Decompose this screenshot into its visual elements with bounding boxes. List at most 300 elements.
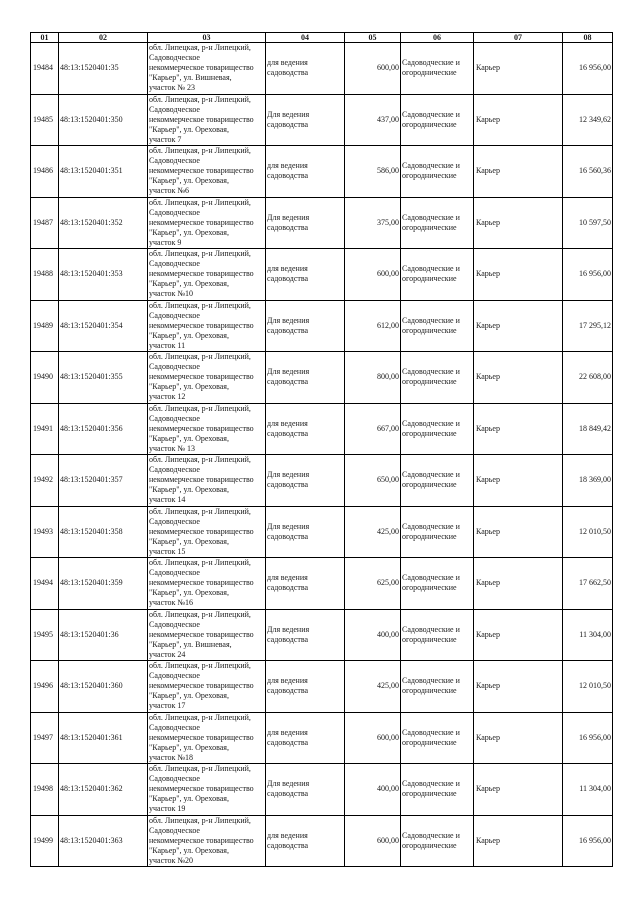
permitted-use-line: садоводства bbox=[267, 274, 309, 284]
area-cell: 600,00 bbox=[345, 249, 401, 301]
address-line: "Карьер", ул. Ореховая, bbox=[149, 845, 229, 855]
row-number-cell: 19496 bbox=[31, 661, 59, 713]
permitted-use-line: Для ведения bbox=[267, 367, 310, 377]
column-header-07: 07 bbox=[474, 33, 563, 43]
address-line: участок №10 bbox=[149, 289, 194, 299]
table-row bbox=[31, 506, 613, 558]
address-line: обл. Липецкая, р-н Липецкий, bbox=[149, 506, 251, 516]
partnership-name-cell: Карьер bbox=[474, 352, 563, 404]
cadastral-value-cell: 12 349,62 bbox=[563, 94, 613, 146]
permitted-use-cell bbox=[266, 712, 345, 764]
table-row bbox=[31, 352, 613, 404]
permitted-use-cell bbox=[266, 455, 345, 507]
address-line: участок № 13 bbox=[149, 443, 196, 453]
partnership-name-cell: Карьер bbox=[474, 300, 563, 352]
permitted-use-line: для ведения bbox=[267, 161, 308, 171]
address-line: участок 24 bbox=[149, 649, 186, 659]
address-line: "Карьер", ул. Ореховая, bbox=[149, 691, 229, 701]
permitted-use-line: садоводства bbox=[267, 68, 309, 78]
address-line: "Карьер", ул. Ореховая, bbox=[149, 794, 229, 804]
partnership-name-cell: Карьер bbox=[474, 249, 563, 301]
address-line: "Карьер", ул. Ореховая, bbox=[149, 176, 229, 186]
cadastral-number-cell: 48:13:1520401:360 bbox=[59, 661, 148, 713]
land-category-cell bbox=[401, 815, 474, 867]
table-row bbox=[31, 712, 613, 764]
address-line: обл. Липецкая, р-н Липецкий, bbox=[149, 94, 251, 104]
cadastral-number-cell: 48:13:1520401:355 bbox=[59, 352, 148, 404]
table-row bbox=[31, 197, 613, 249]
permitted-use-cell bbox=[266, 815, 345, 867]
cadastral-value-cell: 16 560,36 bbox=[563, 146, 613, 198]
permitted-use-cell bbox=[266, 146, 345, 198]
cadastral-value-cell: 16 956,00 bbox=[563, 815, 613, 867]
permitted-use-cell bbox=[266, 558, 345, 610]
address-line: Садоводческое bbox=[149, 259, 200, 269]
address-line: Садоводческое bbox=[149, 362, 200, 372]
address-line: участок 7 bbox=[149, 134, 182, 144]
table-row bbox=[31, 764, 613, 816]
cadastral-value-cell: 18 849,42 bbox=[563, 403, 613, 455]
address-line: обл. Липецкая, р-н Липецкий, bbox=[149, 352, 251, 362]
permitted-use-line: Для ведения bbox=[267, 315, 310, 325]
land-category-line: огороднические bbox=[402, 480, 457, 490]
partnership-name-cell: Карьер bbox=[474, 661, 563, 713]
address-line: участок №16 bbox=[149, 598, 194, 608]
address-line: обл. Липецкая, р-н Липецкий, bbox=[149, 455, 251, 465]
address-line: некоммерческое товарищество bbox=[149, 269, 254, 279]
area-cell: 800,00 bbox=[345, 352, 401, 404]
address-line: участок №18 bbox=[149, 752, 194, 762]
permitted-use-cell bbox=[266, 300, 345, 352]
cadastral-number-cell: 48:13:1520401:36 bbox=[59, 609, 148, 661]
address-line: Садоводческое bbox=[149, 825, 200, 835]
address-cell bbox=[148, 609, 266, 661]
permitted-use-line: садоводства bbox=[267, 840, 309, 850]
address-line: Садоводческое bbox=[149, 568, 200, 578]
permitted-use-line: садоводства bbox=[267, 737, 309, 747]
address-text bbox=[149, 301, 264, 351]
area-cell: 425,00 bbox=[345, 506, 401, 558]
area-cell: 425,00 bbox=[345, 661, 401, 713]
land-category-line: Садоводческие и bbox=[402, 830, 460, 840]
address-text bbox=[149, 95, 264, 145]
partnership-name-cell: Карьер bbox=[474, 197, 563, 249]
cadastral-value-cell: 12 010,50 bbox=[563, 661, 613, 713]
land-category-cell bbox=[401, 43, 474, 95]
address-line: участок 17 bbox=[149, 701, 186, 711]
row-number-cell: 19491 bbox=[31, 403, 59, 455]
table-row bbox=[31, 146, 613, 198]
land-category-line: Садоводческие и bbox=[402, 521, 460, 531]
area-cell: 586,00 bbox=[345, 146, 401, 198]
address-line: некоммерческое товарищество bbox=[149, 526, 254, 536]
address-line: участок 14 bbox=[149, 495, 186, 505]
row-number-cell: 19494 bbox=[31, 558, 59, 610]
address-line: некоммерческое товарищество bbox=[149, 784, 254, 794]
area-cell: 400,00 bbox=[345, 764, 401, 816]
permitted-use-line: Для ведения bbox=[267, 212, 310, 222]
permitted-use-cell bbox=[266, 403, 345, 455]
column-header-02: 02 bbox=[59, 33, 148, 43]
address-line: обл. Липецкая, р-н Липецкий, bbox=[149, 197, 251, 207]
land-category-cell bbox=[401, 506, 474, 558]
permitted-use-line: для ведения bbox=[267, 830, 308, 840]
address-text bbox=[149, 404, 264, 454]
address-text bbox=[149, 764, 264, 814]
permitted-use-line: садоводства bbox=[267, 531, 309, 541]
address-text bbox=[149, 558, 264, 608]
permitted-use-line: Для ведения bbox=[267, 624, 310, 634]
cadastral-number-cell: 48:13:1520401:352 bbox=[59, 197, 148, 249]
partnership-name-cell: Карьер bbox=[474, 558, 563, 610]
table-row bbox=[31, 300, 613, 352]
address-line: "Карьер", ул. Ореховая, bbox=[149, 279, 229, 289]
land-category-line: Садоводческие и bbox=[402, 470, 460, 480]
address-line: "Карьер", ул. Ореховая, bbox=[149, 485, 229, 495]
address-text bbox=[149, 661, 264, 711]
land-category-cell bbox=[401, 146, 474, 198]
area-cell: 600,00 bbox=[345, 712, 401, 764]
address-line: обл. Липецкая, р-н Липецкий, bbox=[149, 300, 251, 310]
table-row bbox=[31, 43, 613, 95]
address-line: обл. Липецкая, р-н Липецкий, bbox=[149, 146, 251, 156]
row-number-cell: 19486 bbox=[31, 146, 59, 198]
table-row bbox=[31, 558, 613, 610]
cadastral-number-cell: 48:13:1520401:358 bbox=[59, 506, 148, 558]
partnership-name-cell: Карьер bbox=[474, 764, 563, 816]
row-number-cell: 19490 bbox=[31, 352, 59, 404]
address-line: "Карьер", ул. Вишневая, bbox=[149, 639, 232, 649]
cadastral-number-cell: 48:13:1520401:363 bbox=[59, 815, 148, 867]
permitted-use-line: садоводства bbox=[267, 171, 309, 181]
header-row bbox=[31, 33, 613, 43]
address-cell bbox=[148, 506, 266, 558]
land-category-line: огороднические bbox=[402, 119, 457, 129]
address-cell bbox=[148, 43, 266, 95]
land-category-cell bbox=[401, 403, 474, 455]
partnership-name-cell: Карьер bbox=[474, 94, 563, 146]
cadastral-number-cell: 48:13:1520401:353 bbox=[59, 249, 148, 301]
row-number-cell: 19488 bbox=[31, 249, 59, 301]
table-row bbox=[31, 94, 613, 146]
address-line: "Карьер", ул. Ореховая, bbox=[149, 227, 229, 237]
land-category-line: Садоводческие и bbox=[402, 367, 460, 377]
land-category-line: Садоводческие и bbox=[402, 212, 460, 222]
address-line: обл. Липецкая, р-н Липецкий, bbox=[149, 661, 251, 671]
address-line: "Карьер", ул. Ореховая, bbox=[149, 588, 229, 598]
cadastral-value-cell: 11 304,00 bbox=[563, 764, 613, 816]
permitted-use-line: садоводства bbox=[267, 480, 309, 490]
land-category-cell bbox=[401, 249, 474, 301]
land-category-cell bbox=[401, 455, 474, 507]
permitted-use-cell bbox=[266, 352, 345, 404]
table-row bbox=[31, 455, 613, 507]
address-line: "Карьер", ул. Ореховая, bbox=[149, 742, 229, 752]
land-category-line: Садоводческие и bbox=[402, 315, 460, 325]
land-category-line: огороднические bbox=[402, 171, 457, 181]
address-line: обл. Липецкая, р-н Липецкий, bbox=[149, 43, 251, 53]
cadastral-value-cell: 12 010,50 bbox=[563, 506, 613, 558]
address-cell bbox=[148, 146, 266, 198]
address-text bbox=[149, 455, 264, 505]
row-number-cell: 19489 bbox=[31, 300, 59, 352]
address-line: участок №20 bbox=[149, 855, 194, 865]
address-line: Садоводческое bbox=[149, 516, 200, 526]
address-cell bbox=[148, 815, 266, 867]
area-cell: 650,00 bbox=[345, 455, 401, 507]
address-text bbox=[149, 198, 264, 248]
address-text bbox=[149, 507, 264, 557]
land-category-line: Садоводческие и bbox=[402, 727, 460, 737]
address-line: обл. Липецкая, р-н Липецкий, bbox=[149, 558, 251, 568]
permitted-use-line: Для ведения bbox=[267, 521, 310, 531]
permitted-use-line: садоводства bbox=[267, 583, 309, 593]
address-line: Садоводческое bbox=[149, 774, 200, 784]
partnership-name-cell: Карьер bbox=[474, 506, 563, 558]
address-line: Садоводческое bbox=[149, 53, 200, 63]
permitted-use-line: садоводства bbox=[267, 686, 309, 696]
area-cell: 612,00 bbox=[345, 300, 401, 352]
partnership-name-cell: Карьер bbox=[474, 609, 563, 661]
table-row bbox=[31, 249, 613, 301]
permitted-use-cell bbox=[266, 249, 345, 301]
partnership-name-cell: Карьер bbox=[474, 815, 563, 867]
address-cell bbox=[148, 403, 266, 455]
cadastral-number-cell: 48:13:1520401:357 bbox=[59, 455, 148, 507]
land-category-line: огороднические bbox=[402, 222, 457, 232]
address-line: обл. Липецкая, р-н Липецкий, bbox=[149, 249, 251, 259]
permitted-use-line: садоводства bbox=[267, 634, 309, 644]
column-header-04: 04 bbox=[266, 33, 345, 43]
table-row bbox=[31, 609, 613, 661]
area-cell: 600,00 bbox=[345, 815, 401, 867]
address-cell bbox=[148, 197, 266, 249]
row-number-cell: 19495 bbox=[31, 609, 59, 661]
land-category-line: Садоводческие и bbox=[402, 624, 460, 634]
row-number-cell: 19485 bbox=[31, 94, 59, 146]
cadastral-number-cell: 48:13:1520401:350 bbox=[59, 94, 148, 146]
permitted-use-line: Для ведения bbox=[267, 779, 310, 789]
permitted-use-line: Для ведения bbox=[267, 470, 310, 480]
permitted-use-line: для ведения bbox=[267, 573, 308, 583]
address-cell bbox=[148, 352, 266, 404]
permitted-use-cell bbox=[266, 661, 345, 713]
cadastral-number-cell: 48:13:1520401:361 bbox=[59, 712, 148, 764]
column-header-01: 01 bbox=[31, 33, 59, 43]
address-line: Садоводческое bbox=[149, 207, 200, 217]
address-line: Садоводческое bbox=[149, 413, 200, 423]
permitted-use-line: садоводства bbox=[267, 377, 309, 387]
row-number-cell: 19499 bbox=[31, 815, 59, 867]
area-cell: 437,00 bbox=[345, 94, 401, 146]
address-line: участок 11 bbox=[149, 340, 186, 350]
land-category-cell bbox=[401, 558, 474, 610]
cadastral-value-cell: 17 295,12 bbox=[563, 300, 613, 352]
land-register-table bbox=[30, 32, 613, 867]
address-line: некоммерческое товарищество bbox=[149, 63, 254, 73]
row-number-cell: 19493 bbox=[31, 506, 59, 558]
address-line: некоммерческое товарищество bbox=[149, 475, 254, 485]
cadastral-number-cell: 48:13:1520401:351 bbox=[59, 146, 148, 198]
address-text bbox=[149, 816, 264, 866]
address-line: Садоводческое bbox=[149, 465, 200, 475]
land-category-cell bbox=[401, 661, 474, 713]
address-line: обл. Липецкая, р-н Липецкий, bbox=[149, 764, 251, 774]
permitted-use-line: для ведения bbox=[267, 264, 308, 274]
cadastral-number-cell: 48:13:1520401:356 bbox=[59, 403, 148, 455]
table-row bbox=[31, 403, 613, 455]
area-cell: 600,00 bbox=[345, 43, 401, 95]
address-cell bbox=[148, 712, 266, 764]
address-text bbox=[149, 146, 264, 196]
permitted-use-cell bbox=[266, 94, 345, 146]
area-cell: 625,00 bbox=[345, 558, 401, 610]
address-line: Садоводческое bbox=[149, 104, 200, 114]
land-category-cell bbox=[401, 712, 474, 764]
address-line: Садоводческое bbox=[149, 722, 200, 732]
permitted-use-line: садоводства bbox=[267, 325, 309, 335]
table-body bbox=[31, 43, 613, 867]
row-number-cell: 19487 bbox=[31, 197, 59, 249]
address-cell bbox=[148, 558, 266, 610]
land-category-line: Садоводческие и bbox=[402, 676, 460, 686]
land-category-line: огороднические bbox=[402, 377, 457, 387]
land-category-line: Садоводческие и bbox=[402, 109, 460, 119]
cadastral-number-cell: 48:13:1520401:35 bbox=[59, 43, 148, 95]
row-number-cell: 19497 bbox=[31, 712, 59, 764]
land-category-line: Садоводческие и bbox=[402, 58, 460, 68]
permitted-use-cell bbox=[266, 506, 345, 558]
land-category-line: Садоводческие и bbox=[402, 264, 460, 274]
land-category-cell bbox=[401, 764, 474, 816]
land-category-line: огороднические bbox=[402, 737, 457, 747]
partnership-name-cell: Карьер bbox=[474, 43, 563, 95]
address-cell bbox=[148, 94, 266, 146]
address-line: некоммерческое товарищество bbox=[149, 732, 254, 742]
permitted-use-line: садоводства bbox=[267, 222, 309, 232]
address-line: "Карьер", ул. Ореховая, bbox=[149, 124, 229, 134]
land-category-line: огороднические bbox=[402, 428, 457, 438]
permitted-use-line: для ведения bbox=[267, 418, 308, 428]
address-line: участок №6 bbox=[149, 186, 190, 196]
address-line: "Карьер", ул. Вишневая, bbox=[149, 73, 232, 83]
address-cell bbox=[148, 300, 266, 352]
cadastral-value-cell: 22 608,00 bbox=[563, 352, 613, 404]
cadastral-value-cell: 16 956,00 bbox=[563, 249, 613, 301]
area-cell: 400,00 bbox=[345, 609, 401, 661]
land-category-line: огороднические bbox=[402, 840, 457, 850]
address-line: Садоводческое bbox=[149, 619, 200, 629]
cadastral-number-cell: 48:13:1520401:354 bbox=[59, 300, 148, 352]
partnership-name-cell: Карьер bbox=[474, 455, 563, 507]
address-line: обл. Липецкая, р-н Липецкий, bbox=[149, 403, 251, 413]
address-line: обл. Липецкая, р-н Липецкий, bbox=[149, 609, 251, 619]
land-category-cell bbox=[401, 300, 474, 352]
row-number-cell: 19498 bbox=[31, 764, 59, 816]
table-row bbox=[31, 661, 613, 713]
row-number-cell: 19492 bbox=[31, 455, 59, 507]
cadastral-number-cell: 48:13:1520401:359 bbox=[59, 558, 148, 610]
cadastral-value-cell: 17 662,50 bbox=[563, 558, 613, 610]
permitted-use-cell bbox=[266, 764, 345, 816]
partnership-name-cell: Карьер bbox=[474, 146, 563, 198]
land-category-cell bbox=[401, 197, 474, 249]
permitted-use-line: садоводства bbox=[267, 428, 309, 438]
cadastral-number-cell: 48:13:1520401:362 bbox=[59, 764, 148, 816]
cadastral-value-cell: 16 956,00 bbox=[563, 712, 613, 764]
permitted-use-cell bbox=[266, 43, 345, 95]
address-line: некоммерческое товарищество bbox=[149, 320, 254, 330]
address-line: участок 9 bbox=[149, 237, 182, 247]
address-text bbox=[149, 713, 264, 763]
land-category-line: огороднические bbox=[402, 531, 457, 541]
land-category-line: огороднические bbox=[402, 325, 457, 335]
address-line: "Карьер", ул. Ореховая, bbox=[149, 382, 229, 392]
land-category-cell bbox=[401, 94, 474, 146]
land-category-line: огороднические bbox=[402, 686, 457, 696]
column-header-06: 06 bbox=[401, 33, 474, 43]
permitted-use-cell bbox=[266, 197, 345, 249]
land-category-cell bbox=[401, 609, 474, 661]
land-category-line: огороднические bbox=[402, 634, 457, 644]
permitted-use-line: для ведения bbox=[267, 727, 308, 737]
address-line: "Карьер", ул. Ореховая, bbox=[149, 536, 229, 546]
land-category-line: Садоводческие и bbox=[402, 779, 460, 789]
address-line: участок 12 bbox=[149, 392, 186, 402]
permitted-use-line: Для ведения bbox=[267, 109, 310, 119]
land-category-line: огороднические bbox=[402, 274, 457, 284]
address-line: участок № 23 bbox=[149, 83, 196, 93]
land-category-line: Садоводческие и bbox=[402, 418, 460, 428]
land-category-line: огороднические bbox=[402, 583, 457, 593]
table-row bbox=[31, 815, 613, 867]
address-line: "Карьер", ул. Ореховая, bbox=[149, 330, 229, 340]
column-header-08: 08 bbox=[563, 33, 613, 43]
partnership-name-cell: Карьер bbox=[474, 712, 563, 764]
column-header-05: 05 bbox=[345, 33, 401, 43]
address-text bbox=[149, 249, 264, 299]
address-line: "Карьер", ул. Ореховая, bbox=[149, 433, 229, 443]
address-line: некоммерческое товарищество bbox=[149, 835, 254, 845]
permitted-use-line: для ведения bbox=[267, 676, 308, 686]
address-line: некоммерческое товарищество bbox=[149, 423, 254, 433]
cadastral-value-cell: 18 369,00 bbox=[563, 455, 613, 507]
area-cell: 375,00 bbox=[345, 197, 401, 249]
address-cell bbox=[148, 764, 266, 816]
land-category-line: Садоводческие и bbox=[402, 161, 460, 171]
address-line: некоммерческое товарищество bbox=[149, 166, 254, 176]
address-cell bbox=[148, 249, 266, 301]
land-category-line: огороднические bbox=[402, 789, 457, 799]
cadastral-value-cell: 10 597,50 bbox=[563, 197, 613, 249]
address-line: некоммерческое товарищество bbox=[149, 217, 254, 227]
address-line: некоммерческое товарищество bbox=[149, 629, 254, 639]
address-text bbox=[149, 43, 264, 93]
address-line: некоммерческое товарищество bbox=[149, 578, 254, 588]
area-cell: 667,00 bbox=[345, 403, 401, 455]
permitted-use-line: садоводства bbox=[267, 789, 309, 799]
partnership-name-cell: Карьер bbox=[474, 403, 563, 455]
address-cell bbox=[148, 661, 266, 713]
address-line: Садоводческое bbox=[149, 156, 200, 166]
land-category-line: Садоводческие и bbox=[402, 573, 460, 583]
land-category-cell bbox=[401, 352, 474, 404]
address-text bbox=[149, 352, 264, 402]
permitted-use-cell bbox=[266, 609, 345, 661]
address-line: участок 15 bbox=[149, 546, 186, 556]
address-line: некоммерческое товарищество bbox=[149, 114, 254, 124]
row-number-cell: 19484 bbox=[31, 43, 59, 95]
